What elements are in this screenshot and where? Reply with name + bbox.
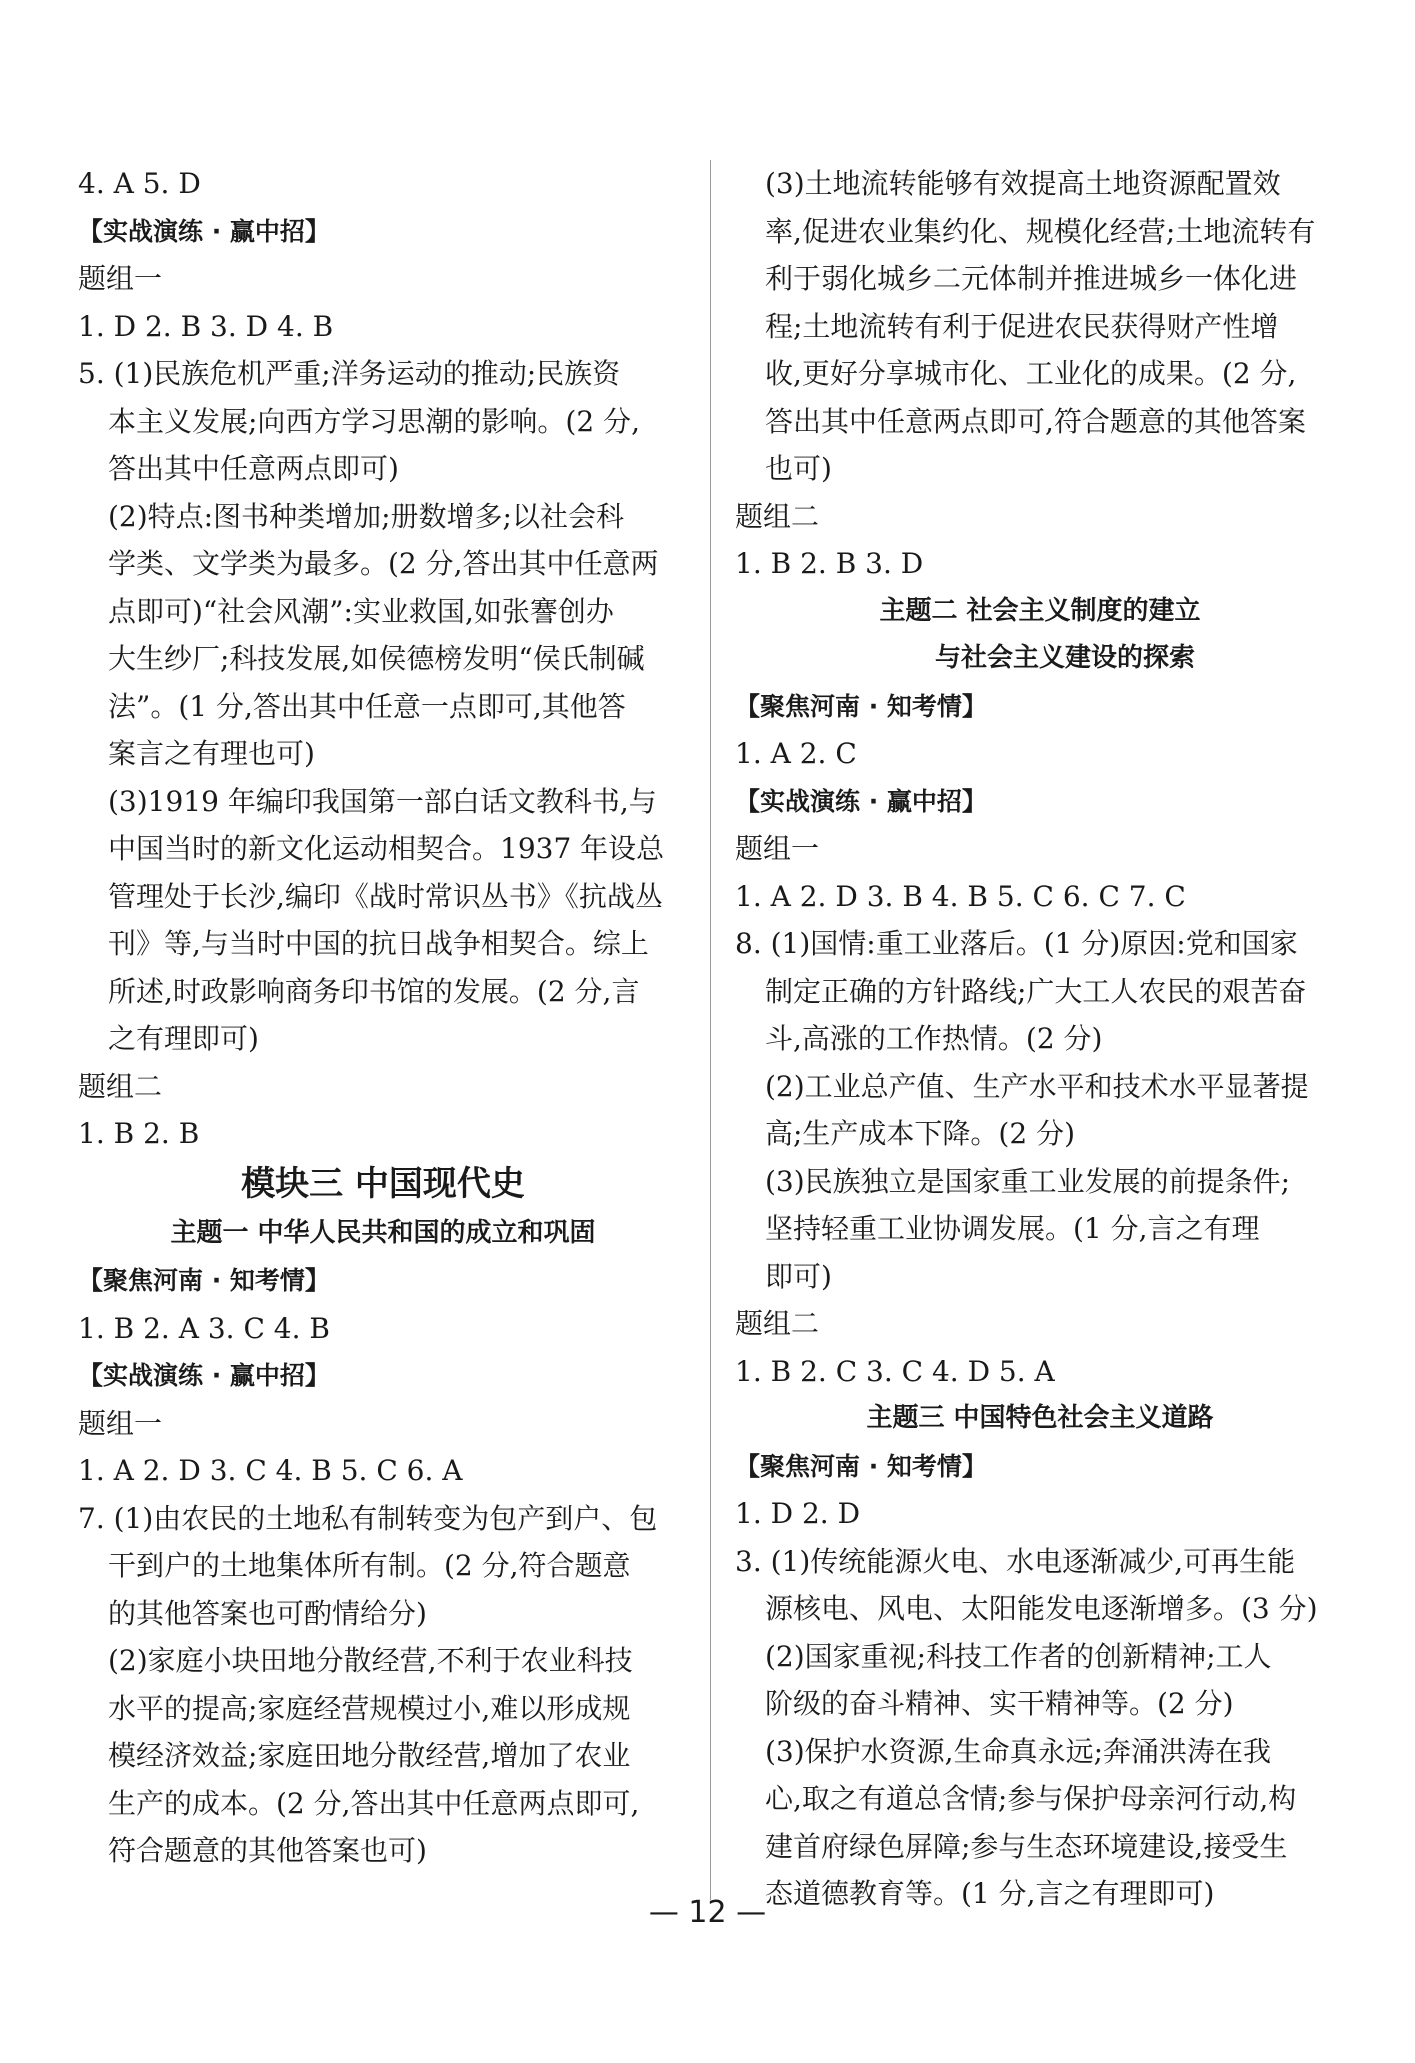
answer-line: 生产的成本。(2 分,答出其中任意两点即可,: [108, 1786, 640, 1820]
answer-line: (2)特点:图书种类增加;册数增多;以社会科: [108, 499, 624, 533]
answer-line: 7. (1)由农民的土地私有制转变为包产到户、包: [78, 1501, 658, 1535]
answer-line: (3)民族独立是国家重工业发展的前提条件;: [765, 1164, 1291, 1198]
answer-line: 管理处于长沙,编印《战时常识丛书》《抗战丛: [108, 879, 663, 913]
answer-line: 大生纱厂;科技发展,如侯德榜发明“侯氏制碱: [108, 642, 645, 675]
group-label: 题组二: [78, 1069, 163, 1103]
answer-line: 模经济效益;家庭田地分散经营,增加了农业: [108, 1739, 631, 1772]
answer-line: 源核电、风电、太阳能发电逐渐增多。(3 分): [765, 1592, 1318, 1625]
answer-line: 的其他答案也可酌情给分): [108, 1596, 427, 1630]
answer-line: 建首府绿色屏障;参与生态环境建设,接受生: [765, 1829, 1288, 1863]
answer-line: 斗,高涨的工作热情。(2 分): [765, 1022, 1103, 1055]
answer-line: 程;土地流转有利于促进农民获得财产性增: [765, 309, 1279, 343]
theme-title: 主题一 中华人民共和国的成立和巩固: [170, 1217, 596, 1248]
answer-line: 率,促进农业集约化、规模化经营;土地流转有: [765, 214, 1316, 248]
answer-line: 1. A 2. D 3. B 4. B 5. C 6. C 7. C: [735, 879, 1186, 913]
answer-line: 学类、文学类为最多。(2 分,答出其中任意两: [108, 547, 659, 580]
left-column: [78, 160, 688, 1875]
answer-line: 4. A 5. D: [78, 167, 201, 200]
answer-line: 态道德教育等。(1 分,言之有理即可): [765, 1877, 1215, 1910]
group-label: 题组一: [735, 832, 820, 865]
answer-line: 坚持轻重工业协调发展。(1 分,言之有理: [765, 1212, 1260, 1245]
section-heading: 【实战演练 · 赢中招】: [78, 1361, 330, 1390]
answer-line: 1. A 2. D 3. C 4. B 5. C 6. A: [78, 1454, 463, 1487]
answer-line: 中国当时的新文化运动相契合。1937 年设总: [108, 832, 665, 865]
page-number: — 12 —: [648, 1895, 767, 1930]
answer-line: (3)土地流转能够有效提高土地资源配置效: [765, 167, 1281, 200]
answer-line: 之有理即可): [108, 1022, 259, 1055]
answer-line: 也可): [765, 452, 832, 485]
right-column: [735, 160, 1345, 1918]
section-heading: 【聚焦河南 · 知考情】: [78, 1266, 330, 1295]
answer-line: 1. B 2. A 3. C 4. B: [78, 1311, 330, 1345]
answer-line: 高;生产成本下降。(2 分): [765, 1117, 1075, 1150]
answer-line: 法”。(1 分,答出其中任意一点即可,其他答: [108, 689, 626, 723]
answer-line: 收,更好分享城市化、工业化的成果。(2 分,: [765, 357, 1297, 390]
answer-line: (3)保护水资源,生命真永远;奔涌洪涛在我: [765, 1734, 1271, 1768]
section-heading: 【实战演练 · 赢中招】: [78, 216, 330, 246]
section-heading: 【实战演练 · 赢中招】: [735, 786, 987, 816]
answer-line: 1. A 2. C: [735, 737, 857, 770]
theme-title: 主题三 中国特色社会主义道路: [866, 1403, 1214, 1433]
answer-line: 水平的提高;家庭经营规模过小,难以形成规: [108, 1691, 631, 1725]
answer-line: 点即可)“社会风潮”:实业救国,如张謇创办: [108, 594, 614, 628]
answer-line: 5. (1)民族危机严重;洋务运动的推动;民族资: [78, 357, 621, 390]
answer-line: 1. B 2. C 3. C 4. D 5. A: [735, 1354, 1055, 1388]
answer-line: 心,取之有道总含情;参与保护母亲河行动,构: [765, 1782, 1297, 1815]
answer-line: 案言之有理也可): [108, 737, 315, 770]
theme-title-continued: 与社会主义建设的探索: [935, 643, 1196, 673]
section-heading: 【聚焦河南 · 知考情】: [735, 1451, 987, 1481]
answer-line: 刊》等,与当时中国的抗日战争相契合。综上: [108, 927, 649, 960]
group-label: 题组二: [735, 499, 820, 533]
section-heading: 【聚焦河南 · 知考情】: [735, 691, 987, 721]
answer-line: (3)1919 年编印我国第一部白话文教科书,与: [108, 784, 657, 818]
answer-line: 1. B 2. B: [78, 1117, 200, 1150]
answer-line: 阶级的奋斗精神、实干精神等。(2 分): [765, 1687, 1234, 1720]
answer-line: 1. D 2. B 3. D 4. B: [78, 309, 334, 343]
module-title: 模块三 中国现代史: [241, 1163, 525, 1204]
answer-line: 利于弱化城乡二元体制并推进城乡一体化进: [765, 262, 1298, 295]
answer-line: 制定正确的方针路线;广大工人农民的艰苦奋: [765, 974, 1307, 1008]
answer-line: (2)工业总产值、生产水平和技术水平显著提: [765, 1069, 1309, 1103]
answer-line: 1. B 2. B 3. D: [735, 547, 924, 580]
column-divider: [710, 160, 711, 1900]
group-label: 题组一: [78, 1406, 163, 1440]
answer-line: 符合题意的其他答案也可): [108, 1834, 427, 1867]
group-label: 题组二: [735, 1307, 820, 1340]
answer-line: 答出其中任意两点即可,符合题意的其他答案: [765, 404, 1306, 438]
answer-line: (2)家庭小块田地分散经营,不利于农业科技: [108, 1644, 633, 1677]
answer-line: 3. (1)传统能源火电、水电逐渐减少,可再生能: [735, 1544, 1296, 1578]
answer-line: 8. (1)国情:重工业落后。(1 分)原因:党和国家: [735, 927, 1298, 960]
answer-line: 干到户的土地集体所有制。(2 分,符合题意: [108, 1549, 631, 1582]
group-label: 题组一: [78, 262, 163, 295]
answer-line: 所述,时政影响商务印书馆的发展。(2 分,言: [108, 974, 640, 1008]
answer-line: 即可): [765, 1259, 832, 1293]
answer-line: 1. D 2. D: [735, 1497, 861, 1530]
answer-line: 答出其中任意两点即可): [108, 452, 399, 485]
theme-title: 主题二 社会主义制度的建立: [879, 595, 1201, 626]
answer-line: (2)国家重视;科技工作者的创新精神;工人: [765, 1639, 1272, 1673]
answer-line: 本主义发展;向西方学习思潮的影响。(2 分,: [108, 404, 640, 438]
